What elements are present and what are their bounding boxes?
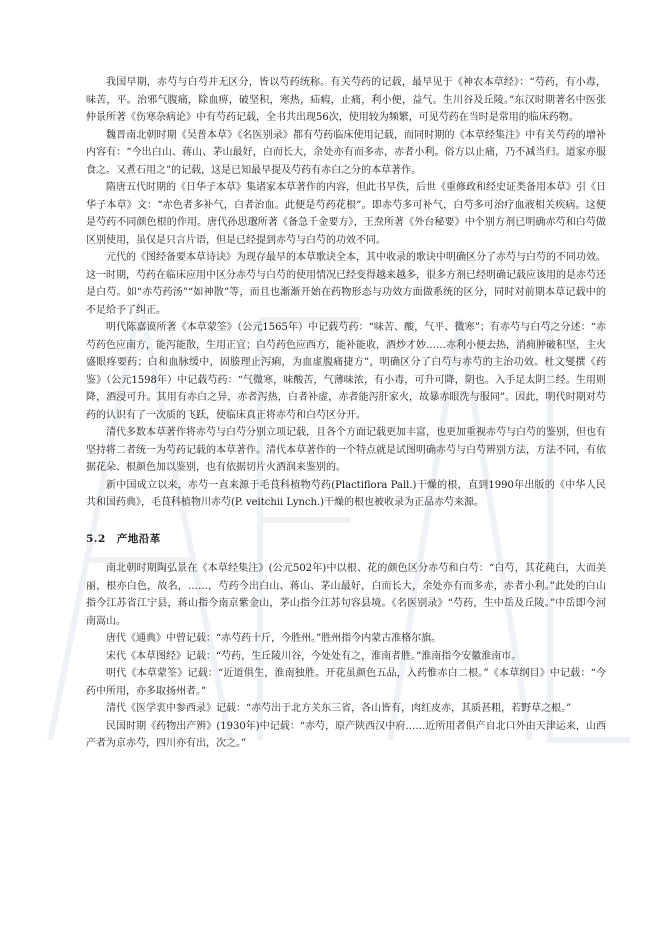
paragraph-early-period: 我国早期，赤芍与白芍并无区分，皆以芍药统称。有关芍药的记载，最早见于《神农本草经》：“芍药，有小毒，味苦，平。治邪气腹痛，除血痹，破坚积，寒热，疝瘕，止痛，利小便，益气。生川谷及丘陵。”东汉时期著名中医张仲景所著《伤寒杂病论》中有芍药记载，全书共出现56次，使用较为频繁，可见芍药在当时是常用的临床药物。 xyxy=(86,77,606,123)
paragraph-origin-song: 宋代《本草图经》记载：“芍药，生丘陵川谷，今处处有之，淮南者胜。”淮南指今安徽淮南市。 xyxy=(106,650,522,662)
paragraph-origin-tang: 唐代《通典》中曾记载：“赤芍药十斤，今胜州。”胜州指今内蒙古准格尔旗。 xyxy=(106,633,442,644)
paragraph-wei-jin: 魏晋南北朝时期《吴普本草》《名医别录》都有芍药临床使用记载，而同时期的《本草经集注》中有关芍药的增补内容有：“今出白山、蒋山、茅山最好，白而长大，余处亦有而多赤，赤者小利。俗方以止痛，乃不减当归。道家亦服食之。又煮石用之”的记载，这是已知最早提及芍药有赤白之分的本草著作。 xyxy=(86,129,606,176)
paragraph-origin-minguo: 民国时期《药物出产辨》(1930年)中记载：“赤芍，原产陕西汉中府……近所用者俱产自北口外由天津运来，山西产者为京赤芍，四川亦有出，次之。” xyxy=(86,720,606,749)
paragraph-origin-nanbei: 南北朝时期陶弘景在《本草经集注》(公元502年)中以根、花的颜色区分赤芍和白芍：“白芍，其花莼白，大而美丽，根亦白色，故名，……，芍药今出白山、蒋山、茅山最好，白而长大，余处亦有而多赤，赤者小利。”此处的白山指今江苏省江宁县，蒋山指今南京紫金山，茅山指今江苏句容县境。《名医别录》“芍药，生中岳及丘陵。”中岳即今河南嵩山。 xyxy=(86,563,606,627)
paragraph-origin-ming: 明代《本草蒙筌》记载：“近道俱生，淮南独胜。开花虽颜色五品，入药惟赤白二根。”《本草纲目》中记载：“今药中所用，亦多取扬州者。” xyxy=(86,668,606,697)
paragraph-ming: 明代陈嘉谟所著《本草蒙筌》（公元1565年）中记载芍药：“味苦、酸，气平、微寒”；有赤芍与白芍之分述：“赤芍药色应南方，能泻能散，生用正宜；白芍药色应西方，能补能收，酒炒才妙……赤利小便去热，消痈肿破积坚，主火盛眼疼要药；白和血脉缓中，固腠理止泻痢，为血虚腹痛捷方”，明确区分了白芍与赤芍的主治功效。杜文燮撰《药鉴》（公元1598年）中记载芍药：“气微寒，味酸苦，气薄味浓，有小毒，可升可降，阴也。入手足太阴二经。生用则降，酒浸可升。其用有赤白之异，赤者泻热，白者补虚，赤者能泻肝家火，故暴赤眼洗与服同”。因此，明代时期对芍药的认识有了一次质的飞跃，使临床真正将赤芍和白芍区分开。 xyxy=(86,322,606,421)
paragraph-yuan: 元代的《图经备要本草诗诀》为现存最早的本草歌诀全本，其中收录的歌诀中明确区分了赤芍与白芍的不同功效。这一时期，芍药在临床应用中区分赤芍与白芍的使用情况已经变得越来越多，很多方剂已经明确记载应该用的是赤芍还是白芍。如“赤芍药汤”“如神散”等，而且也渐渐开始在药物形态与功效方面做系统的区分，同时对前期本草记载中的不足给予了纠正。 xyxy=(86,252,606,316)
paragraph-sui-tang: 隋唐五代时期的《日华子本草》集诸家本草著作的内容，但此书早佚，后世《重修政和经史证类备用本草》引《日华子本草》文：“赤色者多补气，白者治血。此便是芍药花根”。即赤芍多可补气，白芍多可治疗血液相关疾病。这便是芍药不同颜色根的作用。唐代孙思邈所著《备急千金要方》，王焘所著《外台秘要》中个别方剂已明确赤芍和白芍做区别使用，虽仅是只言片语，但是已经提到赤芍与白芍的功效不同。 xyxy=(86,182,606,246)
document-body xyxy=(86,74,606,753)
paragraph-origin-qing: 清代《医学衷中参西录》记载：“赤芍出于北方关东三省，各山皆有，肉红皮赤，其质甚粗，若野草之根。” xyxy=(106,703,572,714)
section-heading: 5.2 产地沿革 xyxy=(86,532,161,545)
paragraph-modern: 新中国成立以来，赤芍一直来源于毛茛科植物芍药(Plactiflora Pall.)干燥的根，直到1990年出版的《中华人民共和国药典》，毛茛科植物川赤芍(P. veitchii Lynch.)干燥的根也被收录为正品赤芍来源。 xyxy=(86,479,606,508)
paragraph-qing: 清代多数本草著作将赤芍与白芍分别立项记载，且各个方面记载更加丰富，也更加重视赤芍与白芍的鉴别，但也有坚持将二者统一为芍药记载的本草著作。清代本草著作的一个特点就是试图明确赤芍与白芍辨别方法，方法不同，有依据花朵、根颜色加以鉴别，也有依据切片火酒润来鉴别的。 xyxy=(86,427,606,473)
